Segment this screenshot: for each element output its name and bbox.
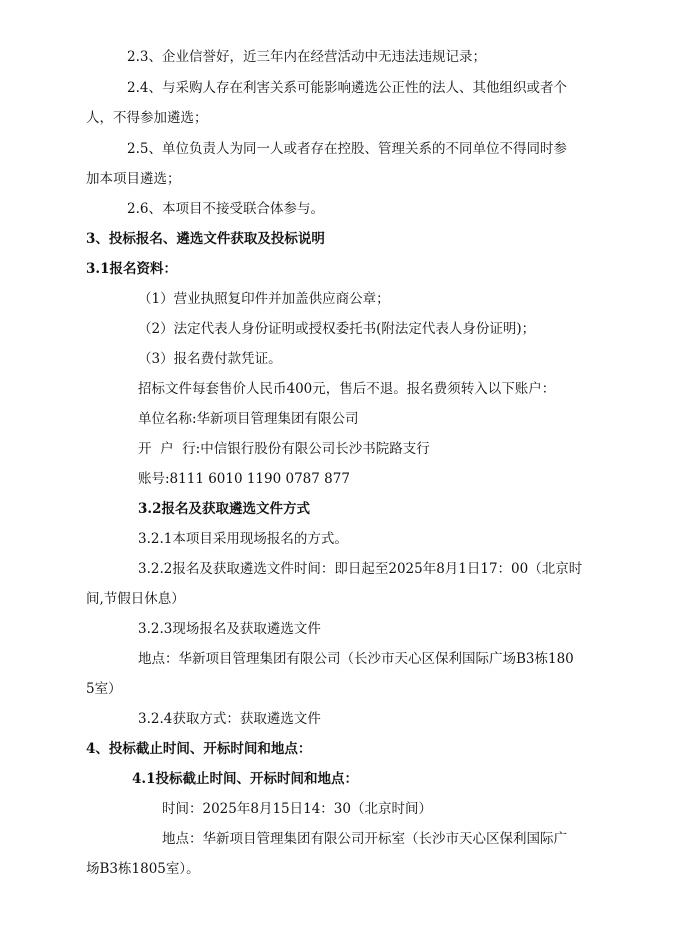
bid-time: 时间：2025年8月15日14：30（北京时间） bbox=[162, 801, 432, 817]
material-item-1: （1）营业执照复印件并加盖供应商公章； bbox=[138, 291, 390, 307]
material-item-3: （3）报名费付款凭证。 bbox=[138, 351, 282, 367]
section-3-heading: 3、投标报名、遴选文件获取及投标说明 bbox=[86, 231, 325, 247]
clause-3-2-2: 3.2.2报名及获取遴选文件时间：即日起至2025年8月1日17：00（北京时 bbox=[138, 561, 583, 577]
clause-3-2-1: 3.2.1本项目采用现场报名的方式。 bbox=[138, 531, 348, 547]
clause-3-2-2-cont: 间,节假日休息） bbox=[86, 591, 185, 607]
fee-note: 招标文件每套售价人民币400元，售后不退。报名费须转入以下账户： bbox=[138, 381, 556, 397]
section-4-1-heading: 4.1投标截止时间、开标时间和地点： bbox=[132, 771, 358, 787]
clause-2-5-cont: 加本项目遴选； bbox=[86, 171, 181, 187]
section-3-2-heading: 3.2报名及获取遴选文件方式 bbox=[138, 501, 310, 517]
clause-3-2-3: 3.2.3现场报名及获取遴选文件 bbox=[138, 621, 321, 637]
clause-3-2-3-location-cont: 5室） bbox=[86, 681, 122, 697]
clause-2-5: 2.5、单位负责人为同一人或者存在控股、管理关系的不同单位不得同时参 bbox=[127, 141, 567, 157]
account-bank: 开 户 行:中信银行股份有限公司长沙书院路支行 bbox=[138, 441, 430, 457]
bid-location-cont: 场B3栋1805室）。 bbox=[86, 861, 200, 877]
clause-2-4-cont: 人，不得参加遴选； bbox=[86, 110, 208, 126]
bid-location: 地点：华新项目管理集团有限公司开标室（长沙市天心区保利国际广 bbox=[162, 831, 567, 847]
section-4-heading: 4、投标截止时间、开标时间和地点： bbox=[86, 741, 312, 757]
clause-2-6: 2.6、本项目不接受联合体参与。 bbox=[127, 201, 324, 217]
clause-3-2-4: 3.2.4获取方式：获取遴选文件 bbox=[138, 711, 321, 727]
clause-2-4: 2.4、与采购人存在利害关系可能影响遴选公正性的法人、其他组织或者个 bbox=[127, 80, 567, 96]
account-number: 账号:8111 6010 1190 0787 877 bbox=[138, 471, 350, 487]
clause-3-2-3-location: 地点：华新项目管理集团有限公司（长沙市天心区保利国际广场B3栋180 bbox=[138, 651, 574, 667]
section-3-1-heading: 3.1报名资料： bbox=[86, 261, 177, 277]
material-item-2: （2）法定代表人身份证明或授权委托书(附法定代表人身份证明)； bbox=[138, 321, 536, 337]
clause-2-3: 2.3、企业信誉好，近三年内在经营活动中无违法违规记录； bbox=[127, 49, 486, 65]
account-name: 单位名称:华新项目管理集团有限公司 bbox=[138, 411, 359, 427]
